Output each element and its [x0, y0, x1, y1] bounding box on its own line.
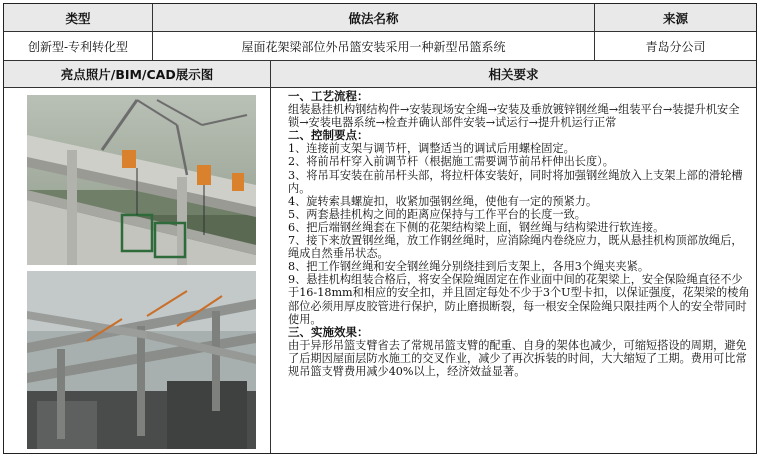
method-value: 屋面花架梁部位外吊篮安装采用一种新型吊篮系统 [241, 39, 506, 54]
process-text: 组装悬挂机构钢结构件→安装现场安全绳→安装及垂放镀锌钢丝绳→组装平台→装提升机安全锁→安装电器系统→检查并确认部件安装→试运行→提升机运行正常 [288, 103, 740, 130]
control-point: 2、将前吊杆穿入前调节杆（根据施工需要调节前吊杆伸出长度）。 [288, 155, 614, 169]
type-header: 类型 [4, 4, 152, 31]
control-point: 6、把后端钢丝绳套在下侧的花架结构梁上面，钢丝绳与结构梁进行软连接。 [288, 220, 665, 234]
control-point: 1、连接前支架与调节杆，调整适当的调试后用螺栓固定。 [288, 142, 575, 156]
method-table [3, 3, 757, 454]
photos-header: 亮点照片/BIM/CAD展示图 [4, 61, 270, 87]
record-row [4, 32, 756, 61]
subheader-row [4, 61, 756, 88]
control-title: 二、控制要点： [288, 128, 369, 143]
suspended-platform-photo [27, 95, 256, 265]
control-point: 9、悬挂机构组装合格后，将安全保险绳固定在作业面中间的花架梁上，安全保险绳直径不少于16-18mm和相应的安全扣，并且固定每处不少于3个U型卡扣，以保证强度，花架梁的棱角部位必须用厚皮胶管进行保护，防止磨损断裂，每一根安全保险绳只限挂两个人的安全带同时使用。 [288, 273, 750, 326]
effect-text: 由于异形吊篮支臂省去了常规吊篮支臂的配重、自身的架体也减少，可缩短搭设的周期，避免了后期因屋面层防水施工的交叉作业，减少了再次拆装的时间，大大缩短了工期。费用可比常规吊篮支臂费用减少40%以上，经济效益显著。 [288, 338, 747, 378]
control-point: 3、将吊耳安装在前吊杆头部，将拉杆体安装好，同时将加强钢丝绳放入上支架上部的滑轮槽内。 [288, 168, 743, 195]
suspended-platform-illustration [27, 95, 256, 265]
header-row [4, 4, 756, 32]
type-value: 创新型-专利转化型 [27, 39, 129, 54]
roof-frame-beam-photo [27, 271, 256, 449]
method-header: 做法名称 [153, 4, 594, 31]
effect-title: 三、实施效果： [288, 324, 369, 339]
control-point: 4、旋转索具螺旋扣，收紧加强钢丝绳，使他有一定的预紧力。 [288, 194, 598, 208]
control-point: 5、两套悬挂机构之间的距离应保持与工作平台的长度一致。 [288, 207, 586, 221]
source-value: 青岛分公司 [645, 39, 706, 54]
requirements-text [279, 88, 756, 453]
process-title: 一、工艺流程： [288, 89, 369, 103]
control-point: 7、接下来放置钢丝绳，放工作钢丝绳时，应消除绳内卷绕应力，既从悬挂机构顶部放绳后，绳成自然垂吊状态。 [288, 234, 743, 261]
source-header: 来源 [595, 4, 756, 31]
roof-frame-illustration [27, 271, 256, 449]
content-row [4, 88, 756, 453]
requirements-header: 相关要求 [271, 61, 756, 87]
control-point: 8、把工作钢丝绳和安全钢丝绳分别绕挂到后支架上，各用3个绳夹夹紧。 [288, 260, 650, 274]
